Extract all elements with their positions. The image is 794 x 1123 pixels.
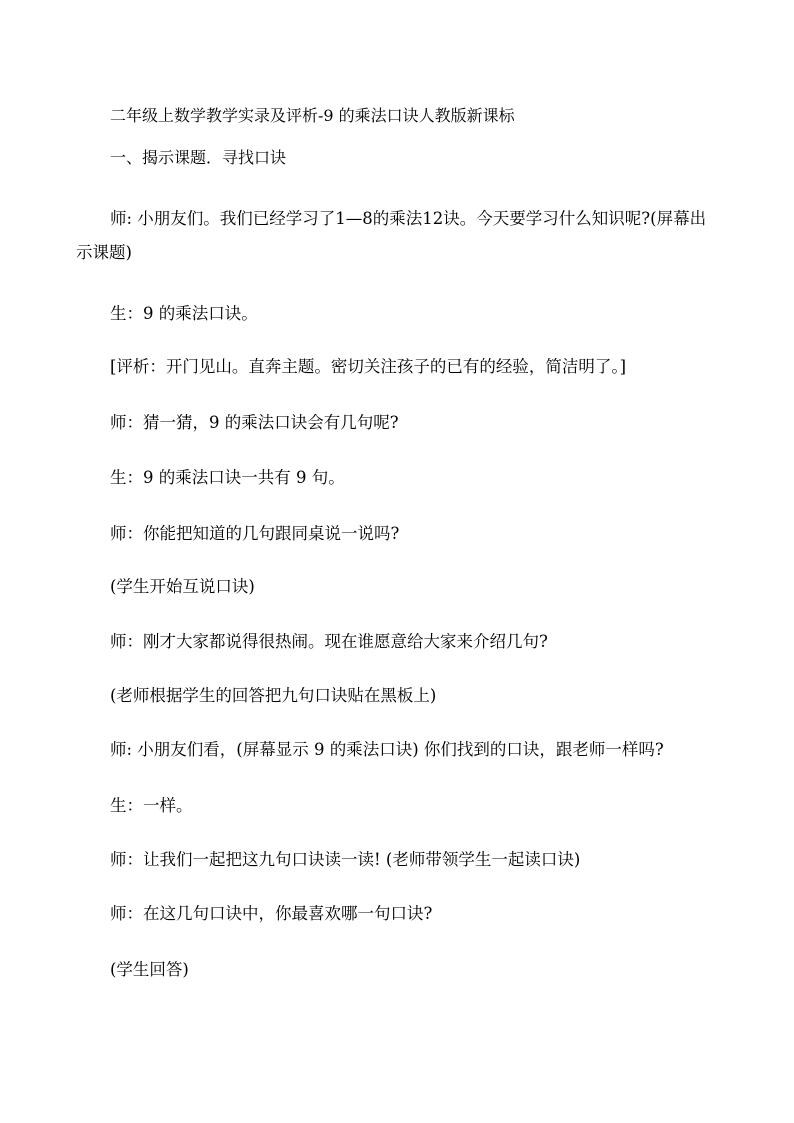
paragraph: 师：你能把知道的几句跟同桌说一说吗?: [110, 524, 400, 543]
section-heading: 一、揭示课题．寻找口诀: [110, 148, 287, 167]
paragraph: 师：在这几句口诀中，你最喜欢哪一句口诀?: [110, 904, 433, 923]
paragraph: (学生回答): [110, 960, 189, 979]
document-title: 二年级上数学教学实录及评析-9 的乘法口诀人教版新课标: [110, 106, 515, 125]
paragraph: [评析：开门见山。直奔主题。密切关注孩子的已有的经验，简洁明了。]: [110, 357, 627, 376]
paragraph: 生：一样。: [110, 796, 193, 815]
paragraph: 生：9 的乘法口诀。: [110, 304, 258, 323]
paragraph: 师: 小朋友们。我们已经学习了1—8的乘法12诀。今天要学习什么知识呢?(屏幕出示课题): [76, 209, 707, 262]
paragraph: 生：9 的乘法口诀一共有 9 句。: [110, 468, 345, 487]
paragraph: (学生开始互说口诀): [110, 577, 255, 596]
paragraph: 师：让我们一起把这九句口诀读一读! (老师带领学生一起读口诀): [110, 850, 581, 869]
paragraph: 师：猜一猜，9 的乘法口诀会有几句呢?: [110, 413, 399, 432]
paragraph: 师：刚才大家都说得很热闹。现在谁愿意给大家来介绍几句?: [110, 632, 548, 651]
paragraph: (老师根据学生的回答把九句口诀贴在黑板上): [110, 686, 437, 705]
paragraph: 师: 小朋友们看，(屏幕显示 9 的乘法口诀) 你们找到的口诀，跟老师一样吗?: [110, 740, 664, 759]
